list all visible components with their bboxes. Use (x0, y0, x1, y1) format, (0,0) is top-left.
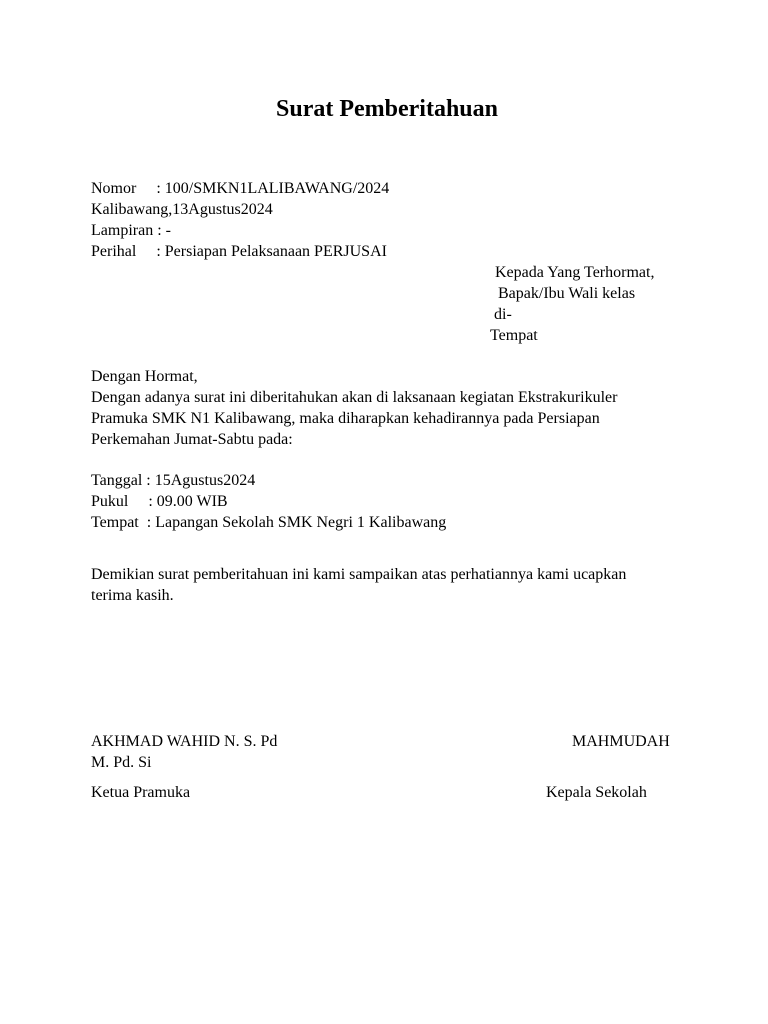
tempat-line: Tempat : Lapangan Sekolah SMK Negri 1 Kalibawang (91, 514, 447, 531)
signatory-right-role: Kepala Sekolah (546, 784, 647, 801)
closing-line-2: terima kasih. (91, 587, 174, 604)
place-date-line: Kalibawang,13Agustus2024 (91, 201, 273, 218)
recipient-line-4: Tempat (490, 327, 538, 344)
signatory-left-role: Ketua Pramuka (91, 784, 191, 801)
perihal-line: Perihal : Persiapan Pelaksanaan PERJUSAI (91, 243, 387, 260)
lampiran-line: Lampiran : - (91, 222, 171, 239)
signatory-right-name: MAHMUDAH (572, 733, 670, 750)
recipient-line-1: Kepada Yang Terhormat, (495, 264, 655, 281)
body-paragraph-line-1: Dengan adanya surat ini diberitahukan akan di laksanaan kegiatan Ekstrakurikuler (91, 389, 618, 406)
signatory-left-name: AKHMAD WAHID N. S. Pd (91, 733, 278, 750)
letter-title: Surat Pemberitahuan (276, 96, 498, 122)
recipient-line-2: Bapak/Ibu Wali kelas (498, 285, 636, 302)
nomor-line: Nomor : 100/SMKN1LALIBAWANG/2024 (91, 180, 390, 197)
greeting: Dengan Hormat, (91, 368, 198, 385)
pukul-line: Pukul : 09.00 WIB (91, 493, 228, 510)
body-paragraph-line-3: Perkemahan Jumat-Sabtu pada: (91, 431, 293, 448)
body-paragraph-line-2: Pramuka SMK N1 Kalibawang, maka diharapkan kehadirannya pada Persiapan (91, 410, 600, 427)
tanggal-line: Tanggal : 15Agustus2024 (91, 472, 256, 489)
recipient-line-3: di- (494, 306, 512, 323)
signatory-right-name-continued: M. Pd. Si (91, 754, 152, 771)
closing-line-1: Demikian surat pemberitahuan ini kami sampaikan atas perhatiannya kami ucapkan (91, 566, 627, 583)
